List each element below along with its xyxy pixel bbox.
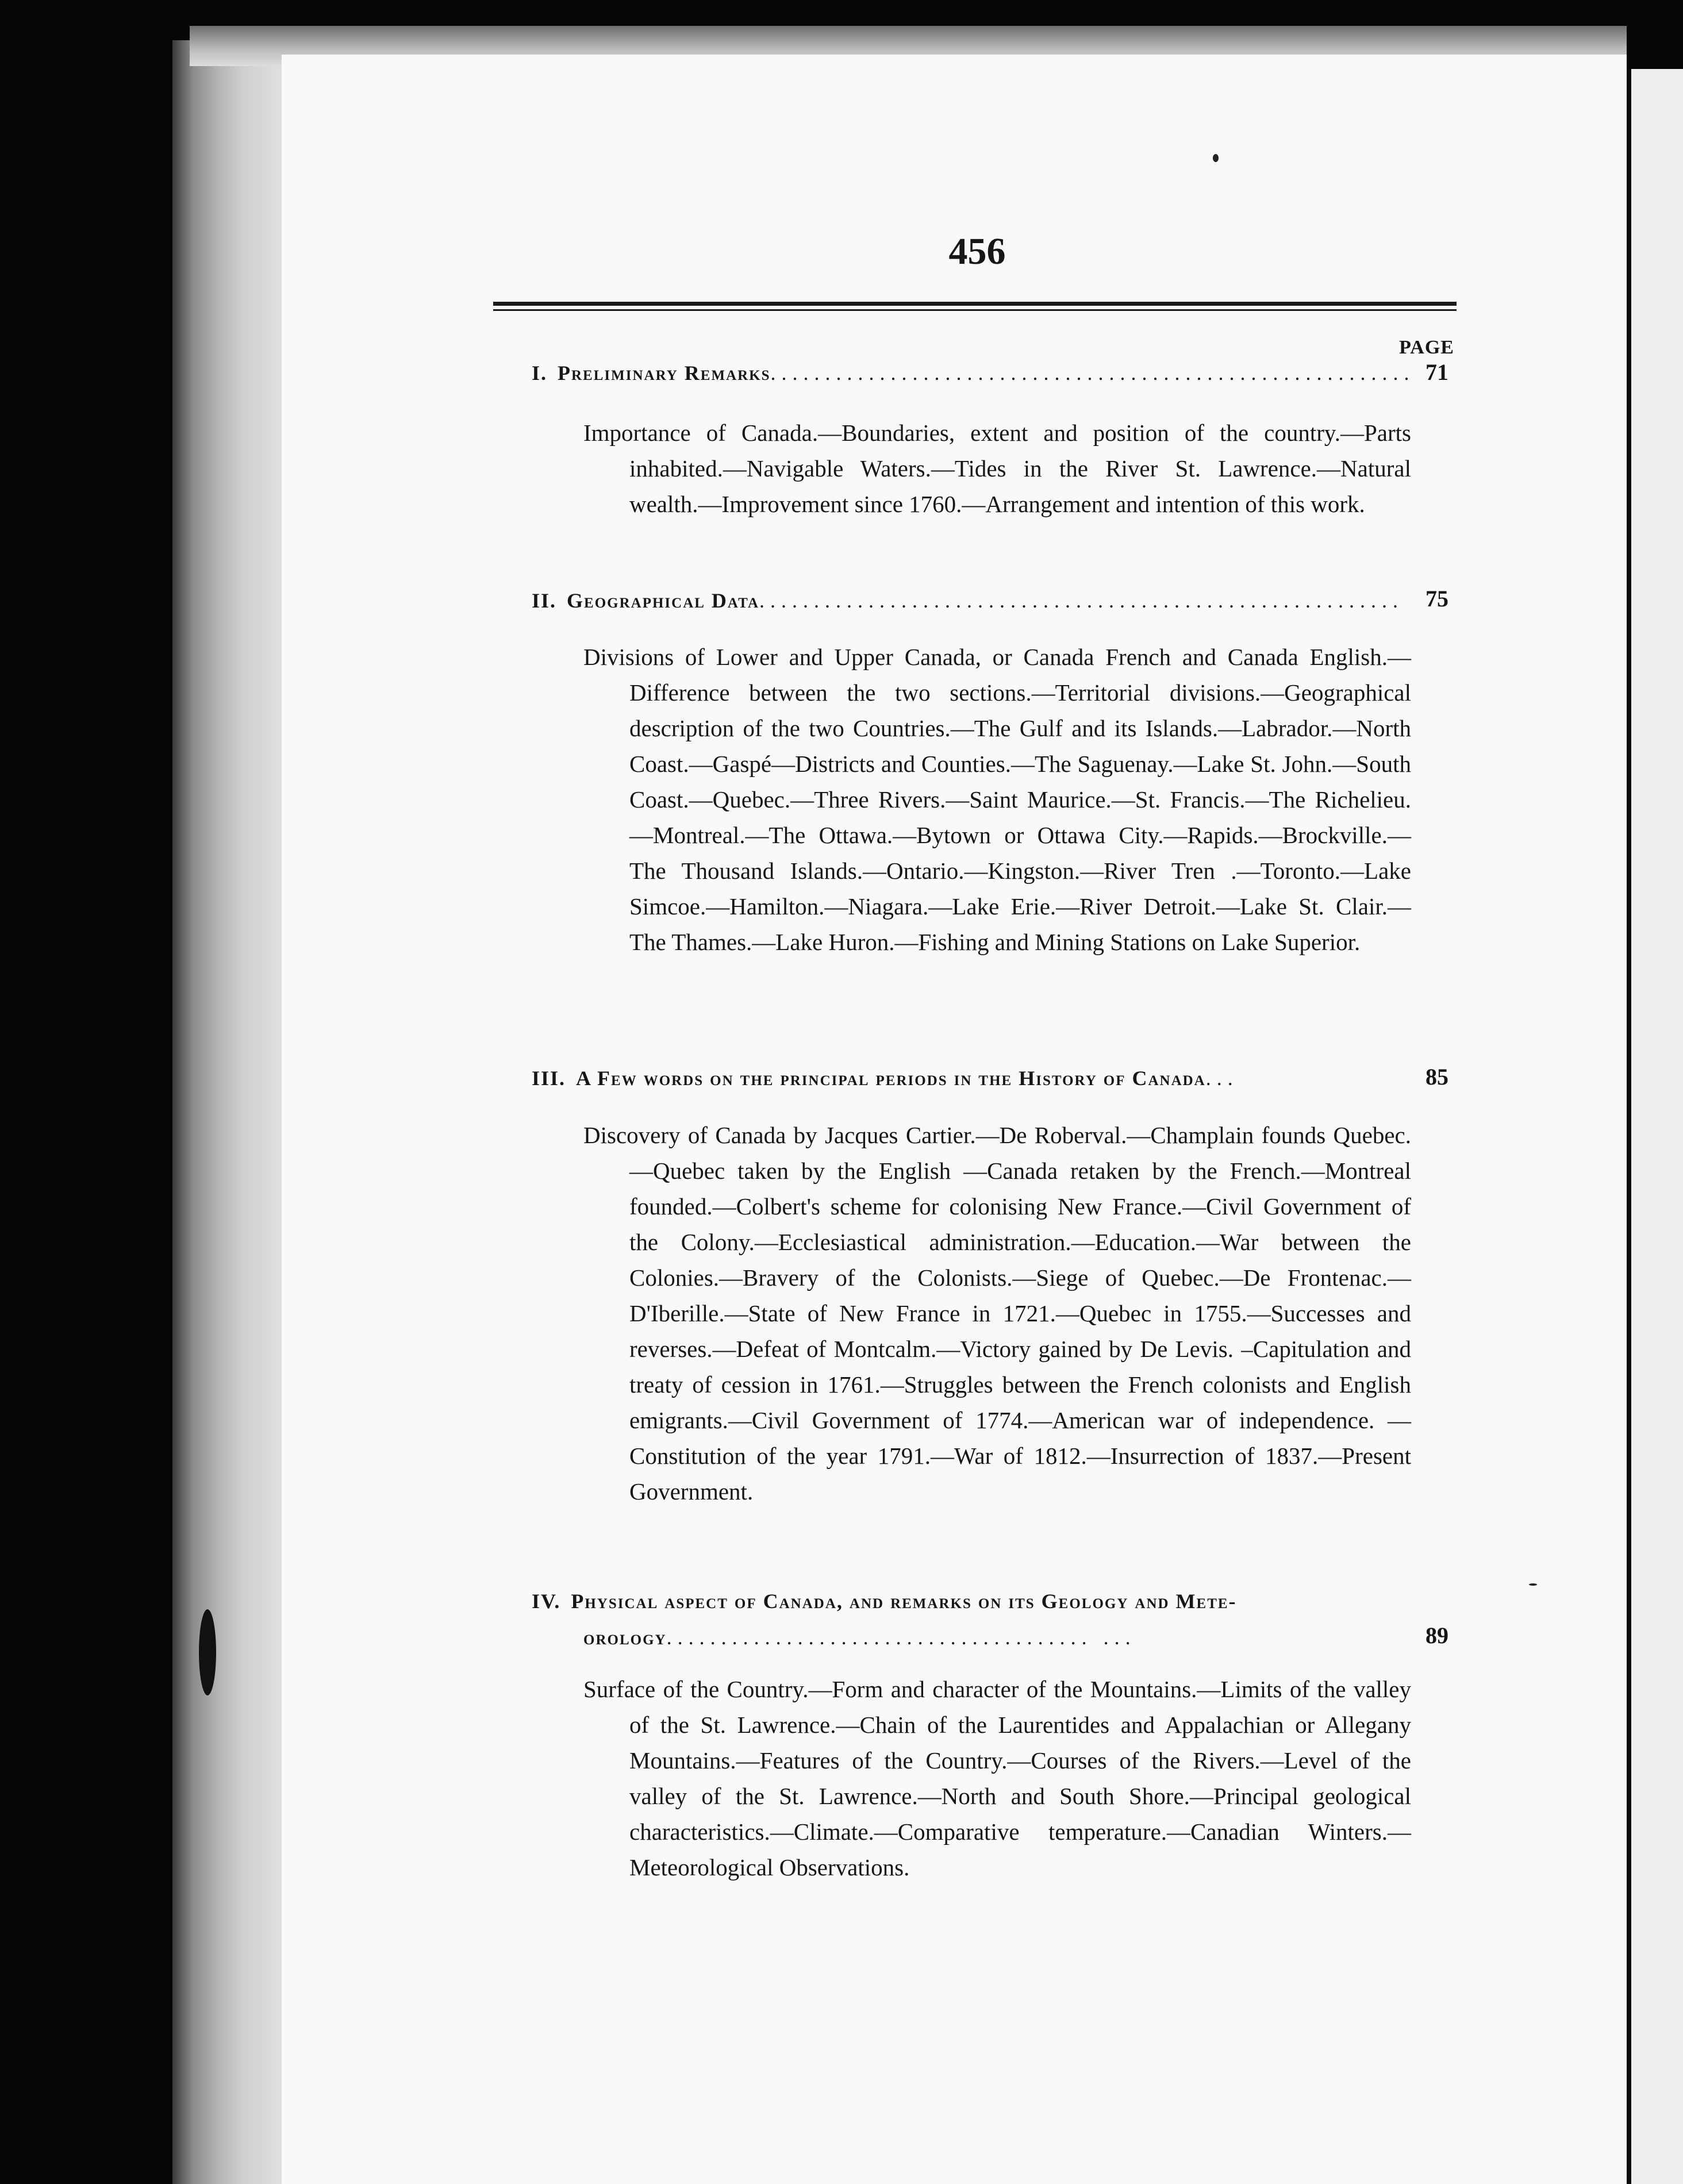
- section-heading-continued: [583, 1625, 1431, 1649]
- section-description: Discovery of Canada by Jacques Cartier.—De Roberval.—Champlain founds Quebec.—Quebec taken by the English —Canada retaken by the French.—Montreal founded.—Colbert's scheme for colonising New France.—Civil Government of the Colony.—Ecclesiastical administration.—Education.—War between the Colonies.—Bravery of the Colonists.—Siege of Quebec.—De Frontenac.—D'Iberille.—State of New France in 1721.—Quebec in 1755.—Successes and reverses.—Defeat of Montcalm.—Victory gained by De Levis. –Capitulation and treaty of cession in 1761.—Struggles between the French colonists and English emigrants.—Civil Government of 1774.—American war of independence. —Constitution of the year 1791.—War of 1812.—Insurrection of 1837.—Present Government.: [583, 1122, 1411, 1505]
- section-numeral: I.: [532, 362, 548, 384]
- leader-dots: ...........................................................: [770, 362, 1415, 384]
- leader-dots: ...: [1205, 1067, 1239, 1090]
- section-title: Physical aspect of Canada, and remarks on its Geology and Mete-: [571, 1590, 1237, 1613]
- section-heading: [532, 361, 1431, 385]
- ink-speck: [1213, 154, 1219, 162]
- section-heading: [532, 589, 1431, 613]
- edge-stain: [199, 1609, 216, 1695]
- section-description: Surface of the Country.—Form and character of the Mountains.—Limits of the valley of the St. Lawrence.—Chain of the Laurentides and Appalachian or Allegany Mountains.—Features of the Country.—Courses of the Rivers.—Level of the valley of the St. Lawrence.—North and South Shore.—Principal geological characteristics.—Climate.—Comparative temperature.—Canadian Winters.—Meteorological Observations.: [583, 1676, 1411, 1881]
- ink-speck: [1529, 1583, 1537, 1586]
- section-page-number: 75: [1425, 586, 1448, 612]
- book-fore-edge: [172, 40, 287, 2184]
- header-rule-thin: [493, 309, 1457, 311]
- header-rule: [493, 302, 1457, 306]
- section-title: A Few words on the principal periods in the History of Canada: [576, 1067, 1206, 1090]
- section-title: Geographical Data: [567, 589, 760, 612]
- section-page-number: 71: [1425, 359, 1448, 385]
- section-numeral: II.: [532, 589, 557, 612]
- section-title-continued: orology: [583, 1626, 667, 1649]
- page-number: 456: [948, 230, 1006, 272]
- section-title: Preliminary Remarks: [558, 362, 771, 384]
- section-numeral: III.: [532, 1067, 566, 1090]
- section-heading: [532, 1589, 1431, 1613]
- section-description: Importance of Canada.—Boundaries, extent and position of the country.—Parts inhabited.—Navigable Waters.—Tides in the River St. Lawrence.—Natural wealth.—Improvement since 1760.—Arrangement and intention of this work.: [583, 420, 1411, 517]
- section-description: Divisions of Lower and Upper Canada, or Canada French and Canada English.—Difference between the two sections.—Territorial divisions.—Geographical description of the two Countries.—The Gulf and its Islands.—Labrador.—North Coast.—Gaspé—Districts and Counties.—The Saguenay.—Lake St. John.—South Coast.—Quebec.—Three Rivers.—Saint Maurice.—St. Francis.—The Richelieu.—Montreal.—The Ottawa.—Bytown or Ottawa City.—Rapids.—Brockville.—The Thousand Islands.—Ontario.—Kingston.—River Tren .—Toronto.—Lake Simcoe.—Hamilton.—Niagara.—Lake Erie.—River Detroit.—Lake St. Clair.—The Thames.—Lake Huron.—Fishing and Mining Stations on Lake Superior.: [583, 644, 1411, 955]
- section-page-number: 89: [1425, 1622, 1448, 1648]
- section-heading: [532, 1066, 1431, 1090]
- section-numeral: IV.: [532, 1590, 561, 1613]
- section-page-number: 85: [1425, 1064, 1448, 1090]
- leader-dots: ...........................................................: [759, 589, 1404, 612]
- facing-page-edge: [1627, 69, 1683, 2184]
- leader-dots: ....................................... ...: [666, 1626, 1136, 1649]
- page-column-label: PAGE: [1399, 337, 1454, 358]
